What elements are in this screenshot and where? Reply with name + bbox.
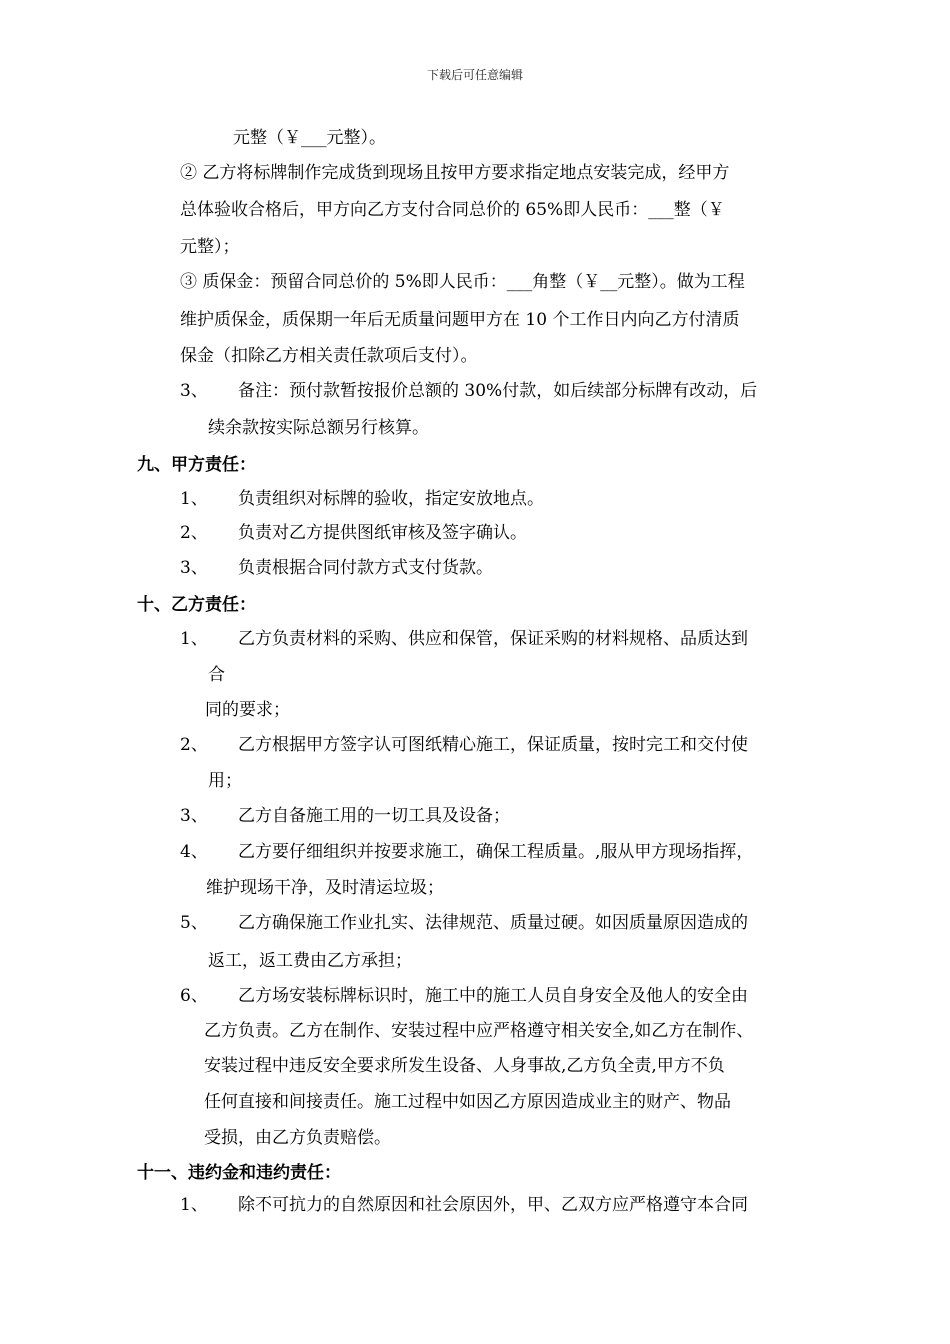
document-line <box>180 806 510 826</box>
document-line <box>204 1056 725 1076</box>
line-text: 乙方自备施工用的一切工具及设备； <box>238 806 510 826</box>
line-text: 乙方确保施工作业扎实、法律规范、质量过硬。如因质量原因造成的 <box>238 913 748 933</box>
line-text: 元整（￥___元整）。 <box>233 128 386 148</box>
document-line <box>180 629 748 649</box>
document-line <box>180 523 527 543</box>
line-text: 十一、违约金和违约责任： <box>137 1163 341 1183</box>
line-text: 续余款按实际总额另行核算。 <box>208 418 429 438</box>
line-text: 除不可抗力的自然原因和社会原因外，甲、乙双方应严格遵守本合同 <box>238 1195 748 1215</box>
document-line <box>205 700 290 720</box>
line-text: 九、甲方责任： <box>137 455 256 475</box>
line-text: 总体验收合格后，甲方向乙方支付合同总价的 65%即人民币：___整（￥ <box>180 200 725 220</box>
line-text: 负责组织对标牌的验收，指定安放地点。 <box>238 489 544 509</box>
document-line <box>204 1021 753 1041</box>
line-text: ② 乙方将标牌制作完成货到现场且按甲方要求指定地点安装完成，经甲方 <box>180 163 730 183</box>
line-text: 乙方要仔细组织并按要求施工，确保工程质量。,服从甲方现场指挥， <box>238 842 754 862</box>
document-line <box>180 381 757 401</box>
document-line <box>180 489 544 509</box>
document-line <box>208 771 242 791</box>
line-text: ③ 质保金：预留合同总价的 5%即人民币：___角整（￥__元整）。做为工程 <box>180 272 745 292</box>
line-text: 用； <box>208 771 242 791</box>
line-text: 安装过程中违反安全要求所发生设备、人身事故,乙方负全责,甲方不负 <box>204 1056 725 1076</box>
line-text: 合 <box>208 665 225 685</box>
document-line <box>204 1092 731 1112</box>
document-line <box>180 913 748 933</box>
list-number: 1、 <box>180 629 208 649</box>
line-text: 维护质保金，质保期一年后无质量问题甲方在 10 个工作日内向乙方付清质 <box>180 310 740 330</box>
line-text: 乙方场安装标牌标识时，施工中的施工人员自身安全及他人的安全由 <box>238 986 748 1006</box>
document-line <box>233 128 386 148</box>
list-number: 1、 <box>180 1195 208 1215</box>
line-text: 乙方负责。乙方在制作、安装过程中应严格遵守相关安全,如乙方在制作、 <box>204 1021 754 1041</box>
line-text: 十、乙方责任： <box>137 595 256 615</box>
line-text: 同的要求； <box>205 700 290 720</box>
line-text: 任何直接和间接责任。施工过程中如因乙方原因造成业主的财产、物品 <box>204 1092 731 1112</box>
document-line <box>180 237 240 257</box>
line-text: 维护现场干净，及时清运垃圾； <box>206 878 444 898</box>
list-number: 3、 <box>180 381 208 401</box>
line-text: 负责对乙方提供图纸审核及签字确认。 <box>238 523 527 543</box>
list-number: 3、 <box>180 558 208 578</box>
line-text: 乙方负责材料的采购、供应和保管，保证采购的材料规格、品质达到 <box>238 629 748 649</box>
list-number: 4、 <box>180 842 208 862</box>
section-heading <box>137 1163 341 1183</box>
line-text: 乙方根据甲方签字认可图纸精心施工，保证质量，按时完工和交付使 <box>238 735 748 755</box>
list-number: 2、 <box>180 523 208 543</box>
section-heading <box>137 595 256 615</box>
line-text: 元整）； <box>180 237 240 257</box>
section-heading <box>137 455 256 475</box>
document-line <box>180 272 745 292</box>
document-line <box>208 951 412 971</box>
page-header: 下载后可任意编辑 <box>426 68 523 82</box>
document-line <box>180 310 739 330</box>
document-line <box>180 1195 748 1215</box>
document-line <box>180 842 753 862</box>
document-line <box>180 558 493 578</box>
list-number: 3、 <box>180 806 208 826</box>
line-text: 负责根据合同付款方式支付货款。 <box>238 558 493 578</box>
document-line <box>180 200 725 220</box>
document-line <box>206 878 444 898</box>
document-line <box>180 346 478 366</box>
document-line <box>180 735 748 755</box>
list-number: 1、 <box>180 489 208 509</box>
document-line <box>204 1128 391 1148</box>
list-number: 2、 <box>180 735 208 755</box>
document-line <box>180 986 748 1006</box>
list-number: 6、 <box>180 986 208 1006</box>
list-number: 5、 <box>180 913 208 933</box>
line-text: 受损，由乙方负责赔偿。 <box>204 1128 391 1148</box>
line-text: 保金（扣除乙方相关责任款项后支付）。 <box>180 346 478 366</box>
document-line <box>208 665 225 685</box>
document-line <box>180 163 729 183</box>
line-text: 备注：预付款暂按报价总额的 30%付款，如后续部分标牌有改动，后 <box>238 381 758 401</box>
document-line <box>208 418 429 438</box>
line-text: 返工，返工费由乙方承担； <box>208 951 412 971</box>
